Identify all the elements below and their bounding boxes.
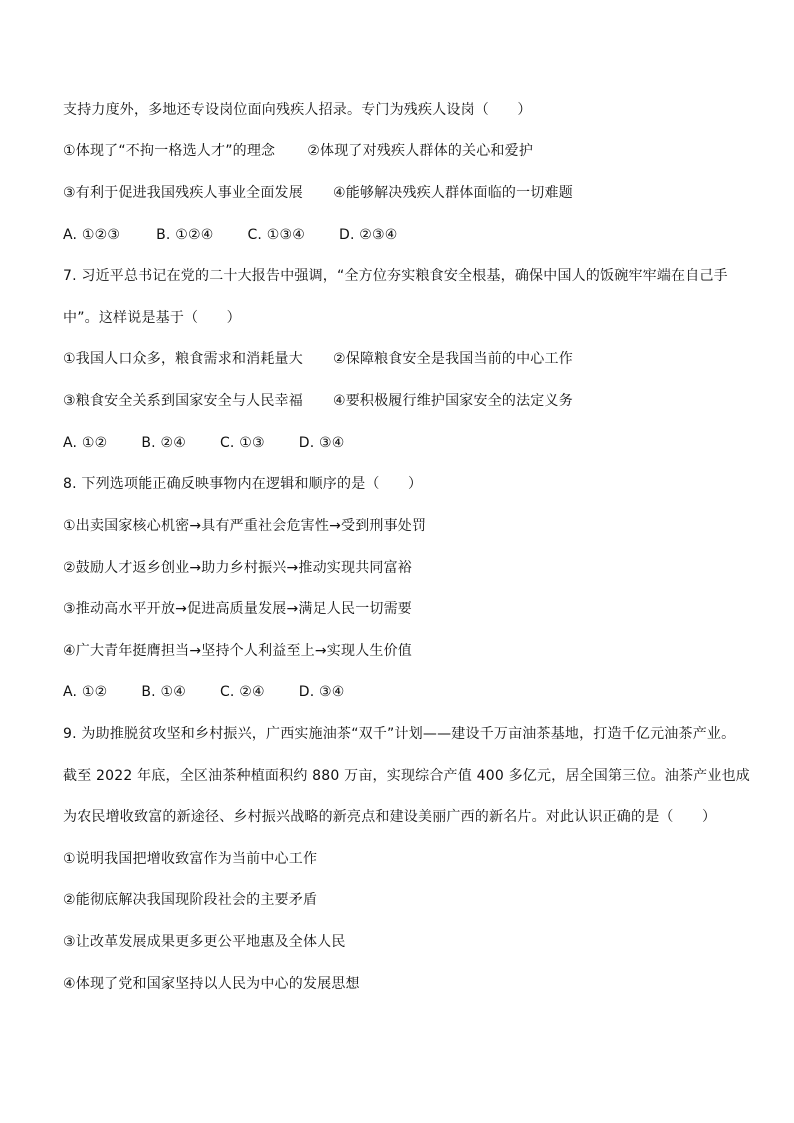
- q6-stem-continuation: 支持力度外，多地还专设岗位面向残疾人招录。专门为残疾人设岗（ ）: [63, 102, 532, 118]
- q8-choice-b: B. ①④: [141, 684, 186, 700]
- q7-choices: [63, 432, 754, 454]
- q6-choice-d: D. ②③④: [338, 227, 398, 243]
- q7-option-4: ④要积极履行维护国家安全的法定义务: [332, 393, 573, 409]
- q6-option-1: ①体现了“不拘一格选人才”的理念: [63, 143, 276, 159]
- q8-choice-d: D. ③④: [298, 684, 345, 700]
- q9-stem-line-3: 为农民增收致富的新途径、乡村振兴战略的新亮点和建设美丽广西的新名片。对此认识正确的是（ ）: [63, 809, 717, 825]
- q9-stem-line-2: 截至 2022 年底，全区油茶种植面积约 880 万亩，实现综合产值 400 多亿元，居全国第三位。油茶产业也成: [63, 768, 750, 784]
- q8-option-3: ③推动高水平开放→促进高质量发展→满足人民一切需要: [63, 601, 413, 617]
- q8-option-1: ①出卖国家核心机密→具有严重社会危害性→受到刑事处罚: [63, 518, 427, 534]
- q6-option-2: ②体现了对残疾人群体的关心和爱护: [307, 143, 534, 159]
- q9-option-3: ③让改革发展成果更多更公平地惠及全体人民: [63, 934, 346, 950]
- q6-options-row-1: [63, 140, 754, 162]
- q7-choice-b: B. ②④: [141, 435, 186, 451]
- q7-options-row-2: [63, 390, 754, 412]
- q6-choice-c: C. ①③④: [247, 227, 305, 243]
- q7-stem-line-1: 7. 习近平总书记在党的二十大报告中强调，“全方位夯实粮食安全根基，确保中国人的饭碗牢牢端在自己手: [63, 268, 728, 284]
- q7-options-row-1: [63, 348, 754, 370]
- q8-choice-a: A. ①②: [63, 684, 108, 700]
- q7-choice-c: C. ①③: [219, 435, 265, 451]
- q9-option-2: ②能彻底解决我国现阶段社会的主要矛盾: [63, 892, 318, 908]
- q6-option-3: ③有利于促进我国残疾人事业全面发展: [63, 185, 303, 201]
- q8-stem: 8. 下列选项能正确反映事物内在逻辑和顺序的是（ ）: [63, 476, 423, 492]
- q8-option-2: ②鼓励人才返乡创业→助力乡村振兴→推动实现共同富裕: [63, 560, 413, 576]
- q8-choice-c: C. ②④: [219, 684, 265, 700]
- q8-option-4: ④广大青年挺膺担当→坚持个人利益至上→实现人生价值: [63, 643, 413, 659]
- q7-choice-a: A. ①②: [63, 435, 108, 451]
- q6-options-row-2: [63, 182, 754, 204]
- q9-option-1: ①说明我国把增收致富作为当前中心工作: [63, 851, 318, 867]
- q6-choice-b: B. ①②④: [156, 227, 214, 243]
- q7-option-1: ①我国人口众多，粮食需求和消耗量大: [63, 351, 303, 367]
- q8-choices: [63, 681, 754, 703]
- q6-choices: [63, 224, 754, 246]
- q7-stem-line-2: 中”。这样说是基于（ ）: [63, 310, 241, 326]
- q6-choice-a: A. ①②③: [63, 227, 121, 243]
- q7-option-2: ②保障粮食安全是我国当前的中心工作: [332, 351, 573, 367]
- q7-option-3: ③粮食安全关系到国家安全与人民幸福: [63, 393, 303, 409]
- q7-choice-d: D. ③④: [298, 435, 345, 451]
- q6-option-4: ④能够解决残疾人群体面临的一切难题: [332, 185, 573, 201]
- q9-option-4: ④体现了党和国家坚持以人民为中心的发展思想: [63, 976, 360, 992]
- q9-stem-line-1: 9. 为助推脱贫攻坚和乡村振兴，广西实施油茶“双千”计划——建设千万亩油茶基地，打造千亿元油茶产业。: [63, 726, 736, 742]
